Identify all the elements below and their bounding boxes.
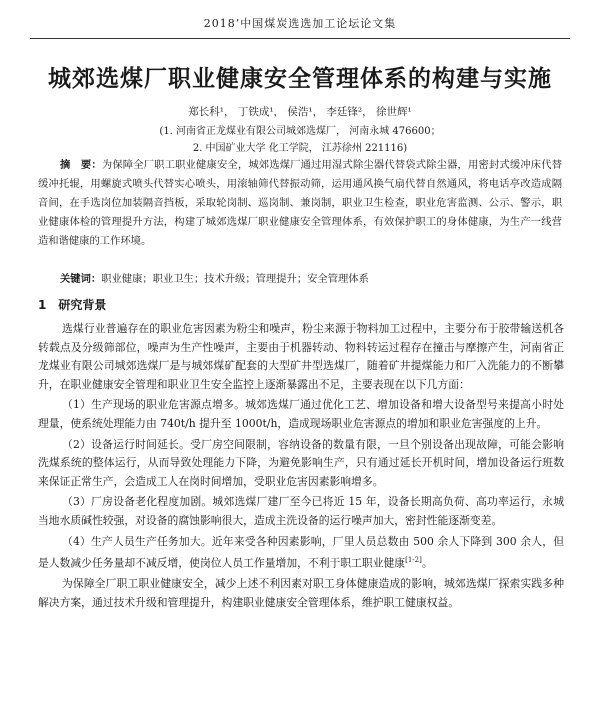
- author-list: 郑长科¹， 丁铁成¹， 侯浩¹， 李廷锋²， 徐世辉¹: [188, 106, 412, 118]
- paragraph: （3）厂房设备老化程度加剧。城郊选煤厂建厂至今已将近 15 年，设备长期高负荷、高功率运行，永城当地水质碱性较强，对设备的腐蚀影响很大，造成主洗设备的运行噪声加大，密封性能逐渐变差。: [38, 495, 564, 527]
- affiliation-2: 2. 中国矿业大学 化工学院， 江苏徐州 221116): [192, 143, 408, 154]
- keywords: [60, 270, 560, 285]
- abstract-text: 为保障全厂职工职业健康安全，城郊选煤厂通过用湿式除尘器代替袋式除尘器，用密封式缓冲床代替缓冲托辊，用螺旋式喷头代替实心喷头，用滚轴筛代替振动筛，运用通风换气扇代替自然通风，将电话亭改造成隔音间，在手选岗位加装隔音挡板，采取轮岗制、巡岗制、兼岗制，职业卫生检查，职业危害监测、公示、警示，职业健康体检的管理提升方法，构建了城郊选煤厂职业健康安全管理体系，有效保护职工的身体健康，为生产一线营造和谐健康的工作环境。: [38, 159, 563, 247]
- keywords-label: 关键词：: [60, 273, 102, 285]
- affiliation-1: (1. 河南省正龙煤业有限公司城郊选煤厂， 河南永城 476600；: [159, 126, 441, 137]
- body-text: [38, 320, 564, 615]
- citation: [1-2]: [405, 556, 422, 565]
- paragraph-text: （4）生产人员生产任务加大。近年来受各种因素影响，厂里人员总数由 500 余人下降到 300 余人，但是人数减少任务量却不减反增，使岗位人员工作量增加，不利于职工职业健康: [38, 534, 564, 570]
- abstract-label: 摘 要：: [60, 159, 102, 171]
- keywords-text: 职业健康；职业卫生；技术升级；管理提升；安全管理体系: [101, 273, 369, 285]
- paragraph: （1）生产现场的职业危害源点增多。城郊选煤厂通过优化工艺、增加设备和增大设备型号来提高小时处理量，使系统处理能力由 740t/h 提升至 1000t/h，造成现场职业危害源点的增加和职业危害强度的上升。: [38, 398, 564, 430]
- paragraph: 选煤行业普遍存在的职业危害因素为粉尘和噪声，粉尘来源于物料加工过程中，主要分布于胶带输送机各转载点及分级筛部位，噪声为生产性噪声，主要由于机器转动、物料转运过程存在撞击与摩擦产生，河南省正龙煤业有限公司城郊选煤厂是与城郊煤矿配套的大型矿井型选煤厂，随着矿井提煤能力和厂入洗能力的不断攀升，在职业健康安全管理和职业卫生安全监控上逐渐暴露出不足，主要表现在以下几方面：: [38, 322, 564, 391]
- paragraph-end: 。: [421, 556, 433, 570]
- running-header: 2018’中国煤炭选选加工论坛论文集: [30, 10, 570, 39]
- paragraph: （2）设备运行时间延长。受厂房空间限制，容纳设备的数量有限，一旦个别设备出现故障，可能会影响洗煤系统的整体运行，从而导致处理能力下降，为避免影响生产，只有通过延长开机时间，增加设备运行班数来保证正常生产，会造成工人在岗时间增加，受职业危害因素影响增多。: [38, 437, 564, 488]
- paragraph: 为保障全厂职工职业健康安全，减少上述不利因素对职工身体健康造成的影响，城郊选煤厂探索实践多种解决方案，通过技术升级和管理提升，构建职业健康安全管理体系，维护职工健康权益。: [38, 577, 564, 609]
- paragraph: [38, 533, 564, 574]
- abstract: [38, 156, 562, 251]
- paper-title: 城郊选煤厂职业健康安全管理体系的构建与实施: [48, 66, 552, 92]
- section-heading: 1 研究背景: [38, 298, 107, 312]
